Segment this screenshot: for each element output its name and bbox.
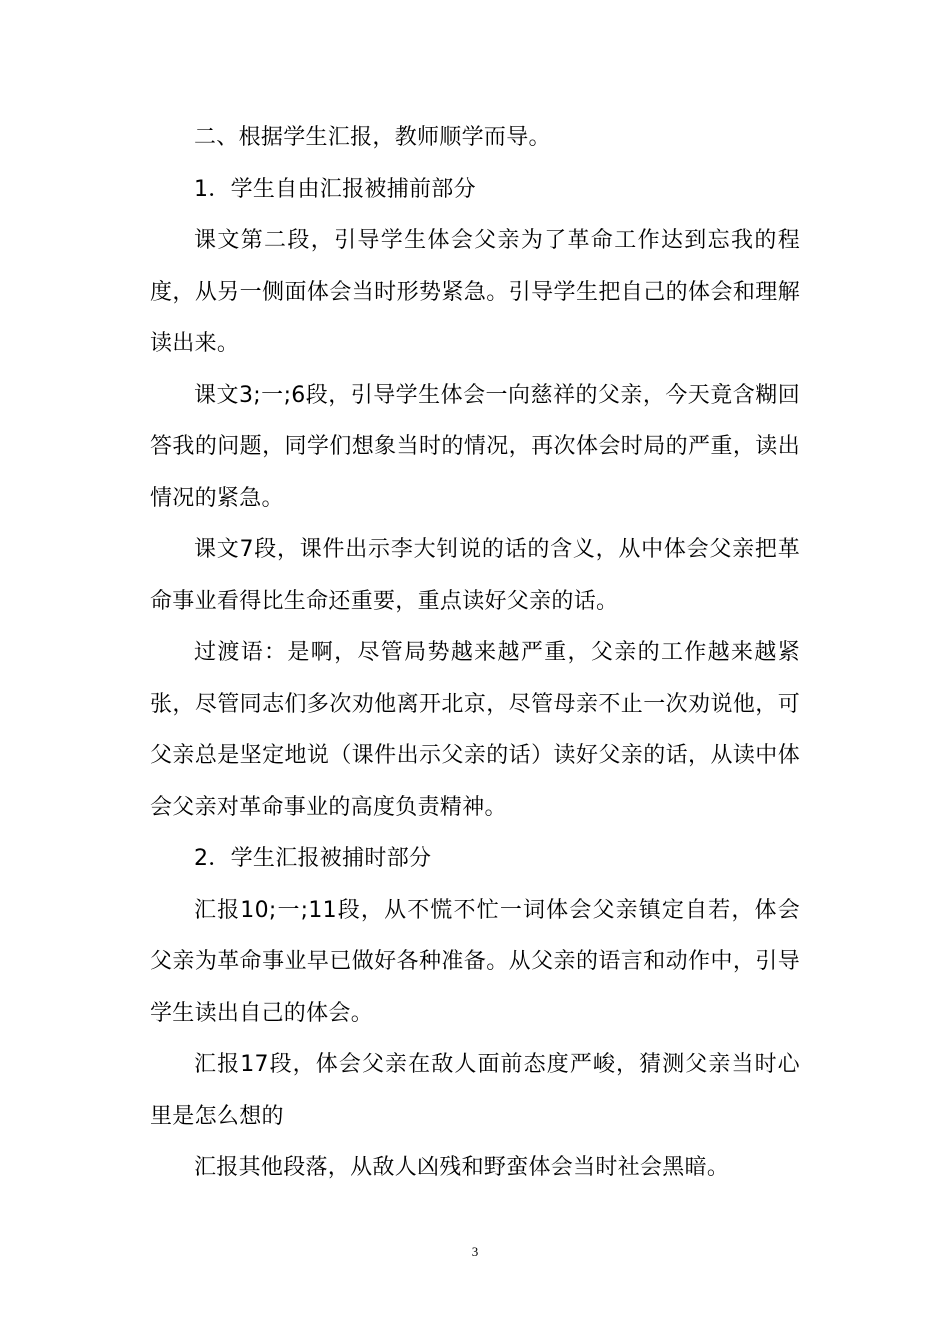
section-heading: 二、根据学生汇报，教师顺学而导。 — [194, 125, 551, 150]
page-number: 3 — [471, 1244, 479, 1259]
paragraph-lesson-section-7: 课文7段，课件出示李大钊说的话的含义，从中体会父亲把革命事业看得比生命还重要，重点读好父亲的话。 — [150, 537, 800, 614]
subheading-2: 2．学生汇报被捕时部分 — [194, 846, 432, 871]
paragraph-lesson-section-2: 课文第二段，引导学生体会父亲为了革命工作达到忘我的程度，从另一侧面体会当时形势紧急。引导学生把自己的体会和理解读出来。 — [150, 228, 800, 356]
paragraph-report-17: 汇报17段，体会父亲在敌人面前态度严峻，猜测父亲当时心里是怎么想的 — [150, 1052, 800, 1129]
paragraph-transition: 过渡语：是啊，尽管局势越来越严重，父亲的工作越来越紧张，尽管同志们多次劝他离开北京，尽管母亲不止一次劝说他，可父亲总是坚定地说（课件出示父亲的话）读好父亲的话，从读中体会父亲对革命事业的高度负责精神。 — [150, 640, 800, 820]
subheading-1: 1．学生自由汇报被捕前部分 — [194, 176, 476, 202]
paragraph-lesson-sections-3-6: 课文3;一;6段，引导学生体会一向慈祥的父亲，今天竟含糊回答我的问题，同学们想象当时的情况，再次体会时局的严重，读出情况的紧急。 — [150, 382, 800, 511]
paragraph-report-10-11: 汇报10;一;11段，从不慌不忙一词体会父亲镇定自若，体会父亲为革命事业早已做好各种准备。从父亲的语言和动作中，引导学生读出自己的体会。 — [150, 897, 800, 1026]
document-body — [150, 112, 800, 1194]
paragraph-report-other: 汇报其他段落，从敌人凶残和野蛮体会当时社会黑暗。 — [194, 1155, 730, 1180]
